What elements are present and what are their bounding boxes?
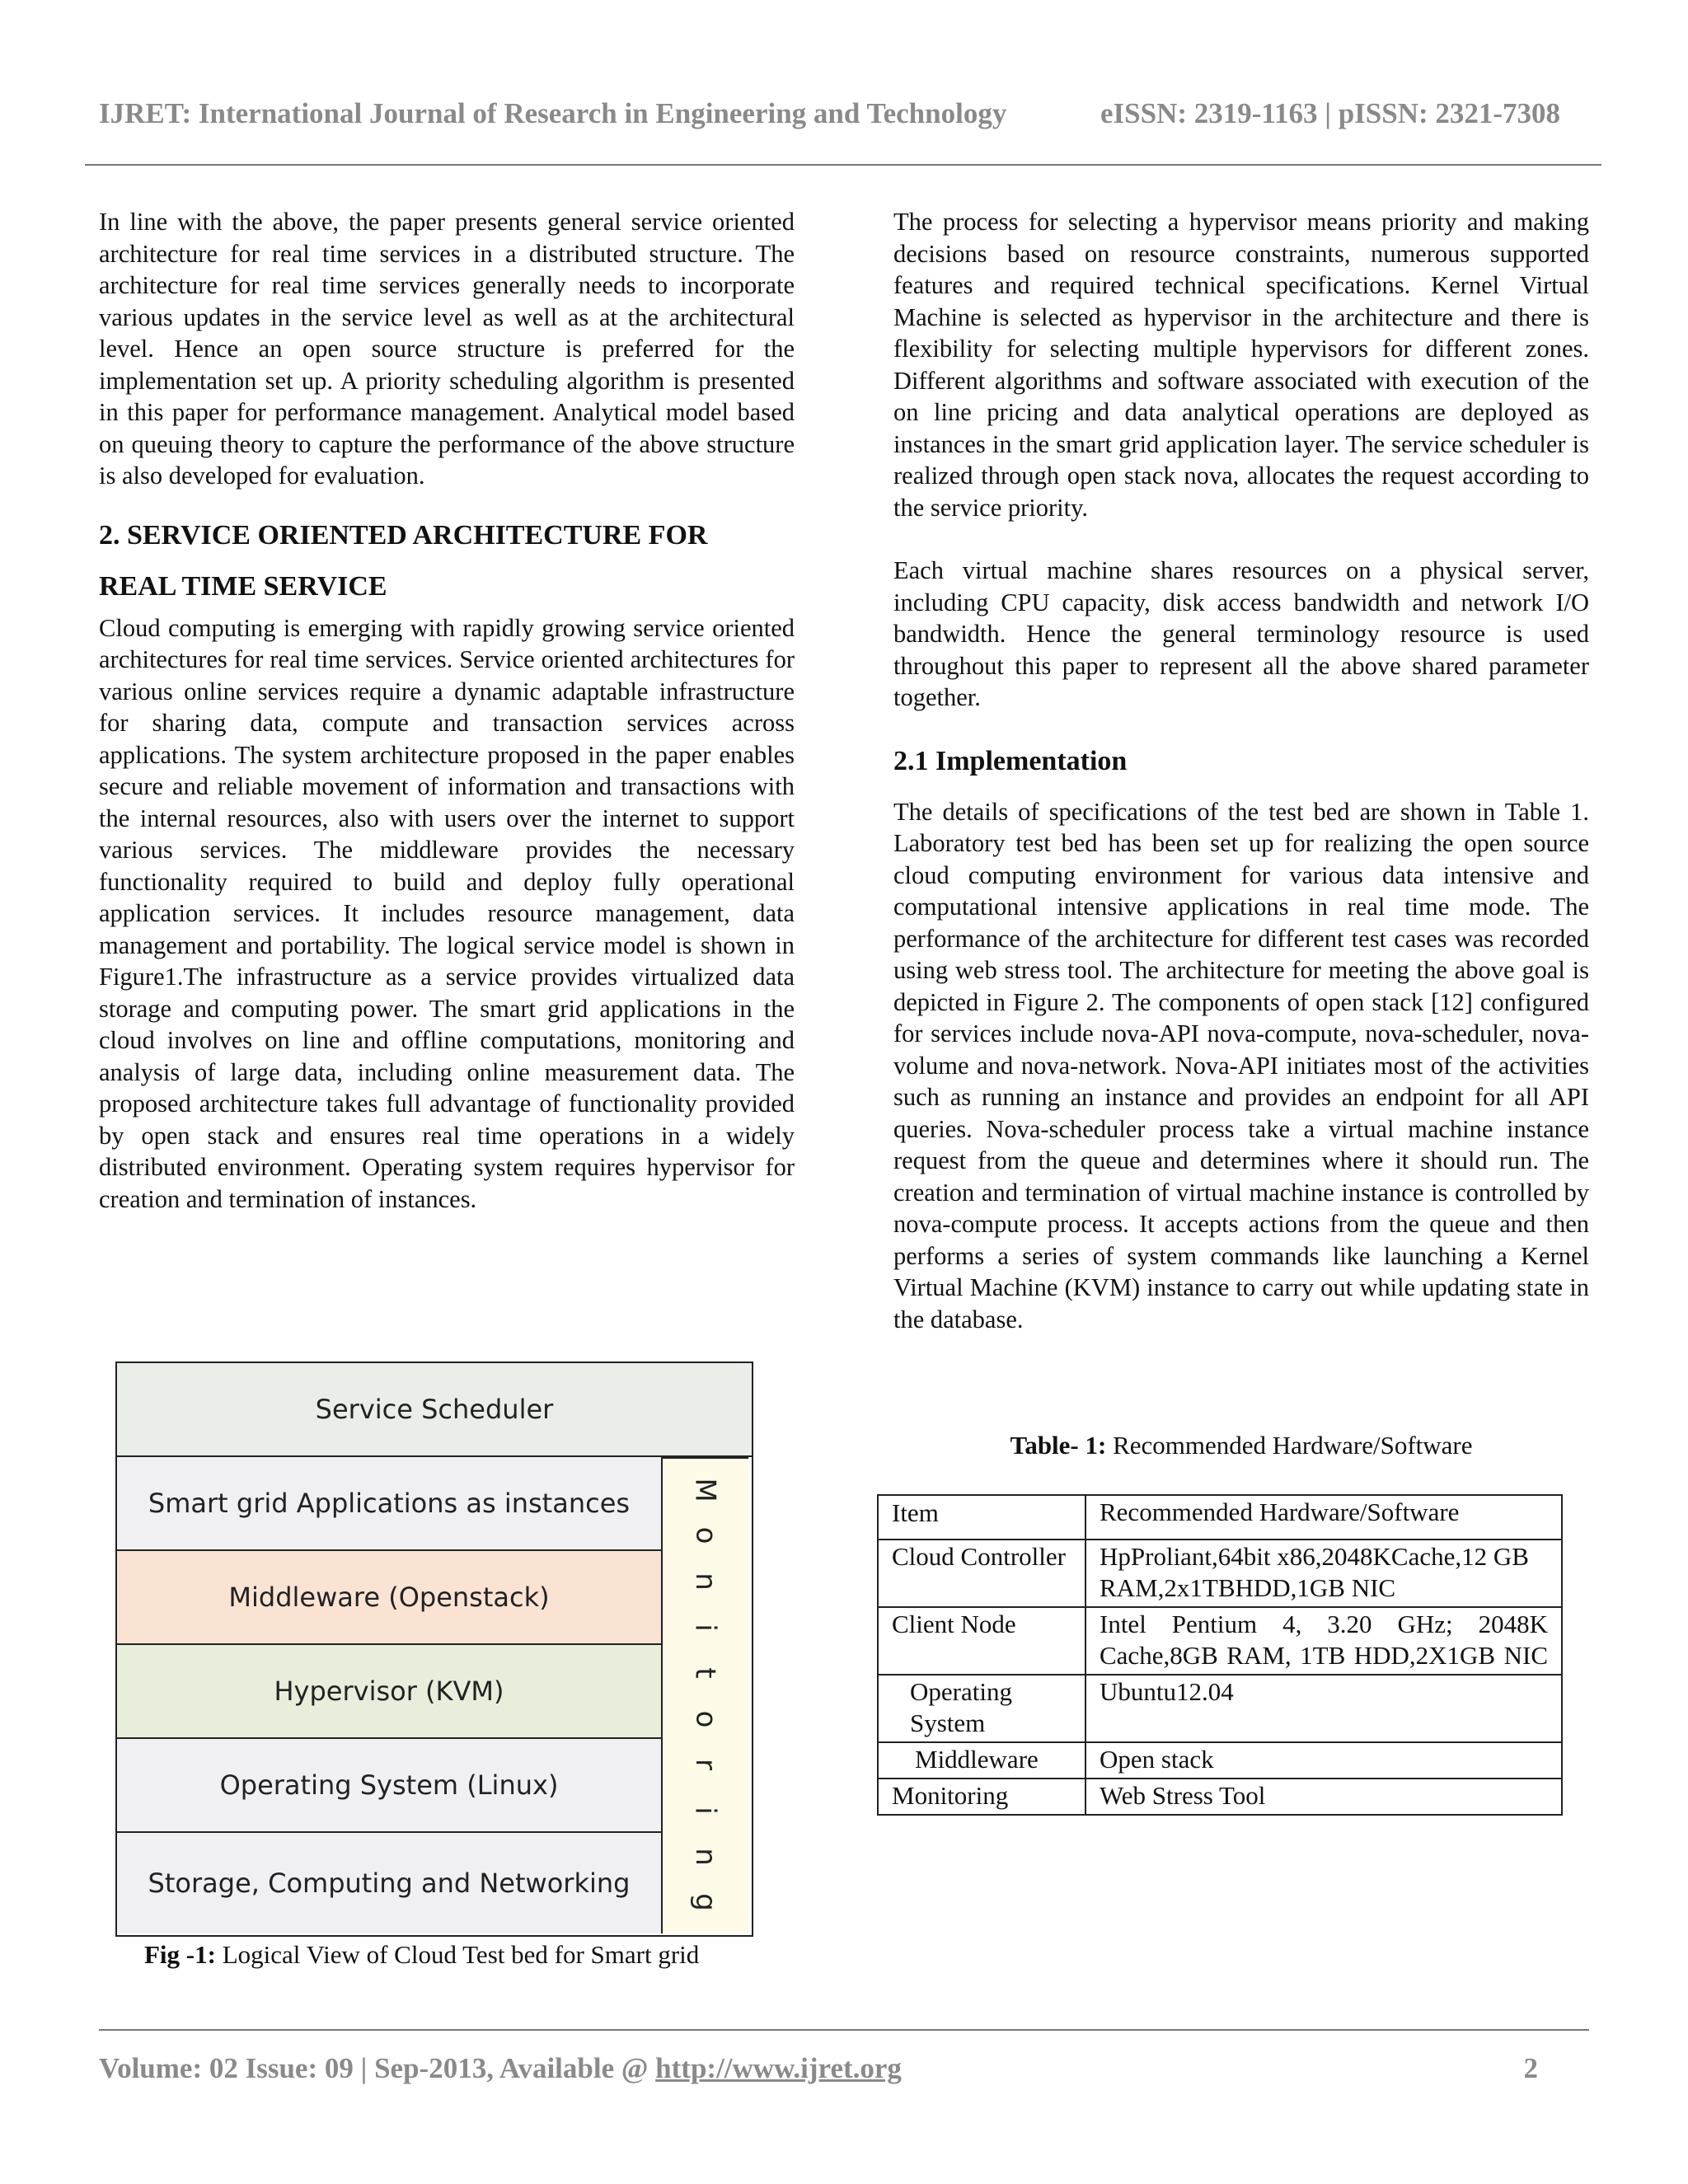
monitoring-letter: g (689, 1893, 722, 1911)
monitoring-letter: M (689, 1478, 722, 1502)
section-heading-line1: 2. SERVICE ORIENTED ARCHITECTURE FOR (99, 519, 708, 551)
section-heading-line2: REAL TIME SERVICE (99, 570, 387, 602)
figure-caption-label: Fig -1: (144, 1940, 216, 1969)
monitoring-letter: o (689, 1526, 722, 1544)
table-cell: Middleware (878, 1742, 1085, 1779)
table-row (878, 1607, 1562, 1675)
page-number: 2 (1523, 2052, 1538, 2084)
intro-paragraph: In line with the above, the paper presents general service oriented architecture for real time services in a distributed structure. The architecture for real time services generally needs to incorporate various updates in the service level as well as at the architectural level. Hence an open source structure is preferred for the implementation set up. A priority scheduling algorithm is presented in this paper for performance management. Analytical model based on queuing theory to capture the performance of the above structure is also developed for evaluation. (99, 208, 795, 490)
table-caption-text: Recommended Hardware/Software (1106, 1431, 1473, 1460)
table-cell: Ubuntu12.04 (1085, 1675, 1562, 1742)
subsection-heading: 2.1 Implementation (893, 745, 1128, 776)
section-heading (99, 510, 795, 612)
table-cell: Open stack (1085, 1742, 1562, 1779)
monitoring-letter: t (689, 1667, 722, 1679)
footer-divider (99, 2029, 1589, 2031)
issn-info: eISSN: 2319-1163 | pISSN: 2321-7308 (1100, 97, 1561, 129)
figure-caption-text: Logical View of Cloud Test bed for Smart grid (215, 1940, 700, 1969)
layer-label: Storage, Computing and Networking (148, 1868, 631, 1899)
monitoring-letter: o (689, 1710, 722, 1728)
journal-title: IJRET: International Journal of Research in Engineering and Technology (99, 97, 1007, 129)
section-paragraph: Cloud computing is emerging with rapidly growing service oriented architectures for real time services. Service oriented architectures for various online services require a dynamic adaptable infrastructure for sharing data, compute and transaction services across applications. The system architecture proposed in the paper enables secure and reliable movement of information and transactions with the internal resources, also with users over the internet to support various services. The middleware provides the necessary functionality required to build and deploy fully operational application services. It includes resource management, data management and portability. The logical service model is shown in Figure1.The infrastructure as a service provides virtualized data storage and computing power. The smart grid applications in the cloud involves on line and offline computations, monitoring and analysis of large data, including online measurement data. The proposed architecture takes full advantage of functionality provided by open stack and ensures real time operations in a widely distributed environment. Operating system requires hypervisor for creation and termination of instances. (99, 613, 795, 1213)
table-cell: Intel Pentium 4, 3.20 GHz; 2048K Cache,8GB RAM, 1TB HDD,2X1GB NIC (1085, 1607, 1562, 1675)
header-divider (85, 164, 1601, 166)
table-cell: Cloud Controller (878, 1540, 1085, 1607)
monitoring-letter: n (689, 1572, 722, 1591)
table-caption-label: Table- 1: (1010, 1431, 1107, 1460)
hypervisor-paragraph: The process for selecting a hypervisor means priority and making decisions based on resource constraints, numerous supported features and required technical specifications. Kernel Virtual Machine is selected as hypervisor in the architecture and there is flexibility for selecting multiple hypervisors for different zones. Different algorithms and software associated with execution of the on line pricing and data analytical operations are deployed as instances in the smart grid application layer. The service scheduler is realized through open stack nova, allocates the request according to the service priority. (893, 208, 1589, 522)
monitoring-letter: r (688, 1759, 722, 1771)
journal-link[interactable]: http://www.ijret.org (655, 2052, 902, 2084)
running-header (99, 97, 1582, 138)
table-row (878, 1779, 1562, 1815)
figure-logical-view (115, 1361, 753, 1937)
layer-middleware (117, 1551, 661, 1645)
monitoring-letter: i (688, 1623, 722, 1632)
layer-label: Middleware (Openstack) (228, 1582, 550, 1613)
table-cell: Client Node (878, 1607, 1085, 1675)
monitoring-bar (661, 1457, 748, 1933)
table-cell: Web Stress Tool (1085, 1779, 1562, 1815)
monitoring-letter: i (688, 1807, 722, 1815)
table-cell: Monitoring (878, 1779, 1085, 1815)
layer-operating-system (117, 1739, 661, 1833)
layer-label: Smart grid Applications as instances (148, 1488, 631, 1519)
table-row (878, 1540, 1562, 1607)
table-row (878, 1675, 1562, 1742)
layer-service-scheduler (117, 1363, 752, 1457)
implementation-paragraph: The details of specifications of the test bed are shown in Table 1. Laboratory test bed has been set up for realizing the open source cloud computing environment for various data intensive and computational intensive applications in real time mode. The performance of the architecture for different test cases was recorded using web stress tool. The architecture for meeting the above goal is depicted in Figure 2. The components of open stack [12] configured for services include nova-API nova-compute, nova-scheduler, nova-volume and nova-network. Nova-API initiates most of the activities such as running an instance and provides an endpoint for all API queries. Nova-scheduler process take a virtual machine instance request from the queue and determines where it should run. The creation and termination of virtual machine instance is controlled by nova-compute process. It accepts actions from the queue and then performs a series of system commands like launching a Kernel Virtual Machine (KVM) instance to carry out while updating state in the database. (893, 797, 1589, 1333)
figure-caption (144, 1940, 699, 1970)
table-cell: HpProliant,64bit x86,2048KCache,12 GB RAM,2x1TBHDD,1GB NIC (1085, 1540, 1562, 1607)
resources-paragraph: Each virtual machine shares resources on a physical server, including CPU capacity, disk access bandwidth and network I/O bandwidth. Hence the general terminology resource is used throughout this paper to represent all the above shared parameter together. (893, 556, 1589, 711)
layer-label: Hypervisor (KVM) (274, 1675, 504, 1707)
layer-label: Service Scheduler (315, 1394, 554, 1425)
table-caption (893, 1431, 1589, 1460)
table-row (878, 1495, 1562, 1540)
running-footer (99, 2052, 1589, 2085)
layer-hypervisor (117, 1645, 661, 1739)
table-cell: Item (878, 1495, 1085, 1540)
spec-table (877, 1494, 1563, 1816)
layer-label: Operating System (Linux) (219, 1769, 559, 1801)
table-cell: Operating System (878, 1675, 1085, 1742)
right-column (893, 206, 1589, 1335)
table-row (878, 1742, 1562, 1779)
monitoring-letter: n (689, 1847, 722, 1866)
layer-smart-grid-apps (117, 1457, 661, 1551)
table-cell: Recommended Hardware/Software (1085, 1495, 1562, 1540)
footer-volume: Volume: 02 Issue: 09 | Sep-2013, Available @ (99, 2052, 656, 2084)
layer-storage (117, 1833, 661, 1933)
left-column (99, 206, 795, 1215)
